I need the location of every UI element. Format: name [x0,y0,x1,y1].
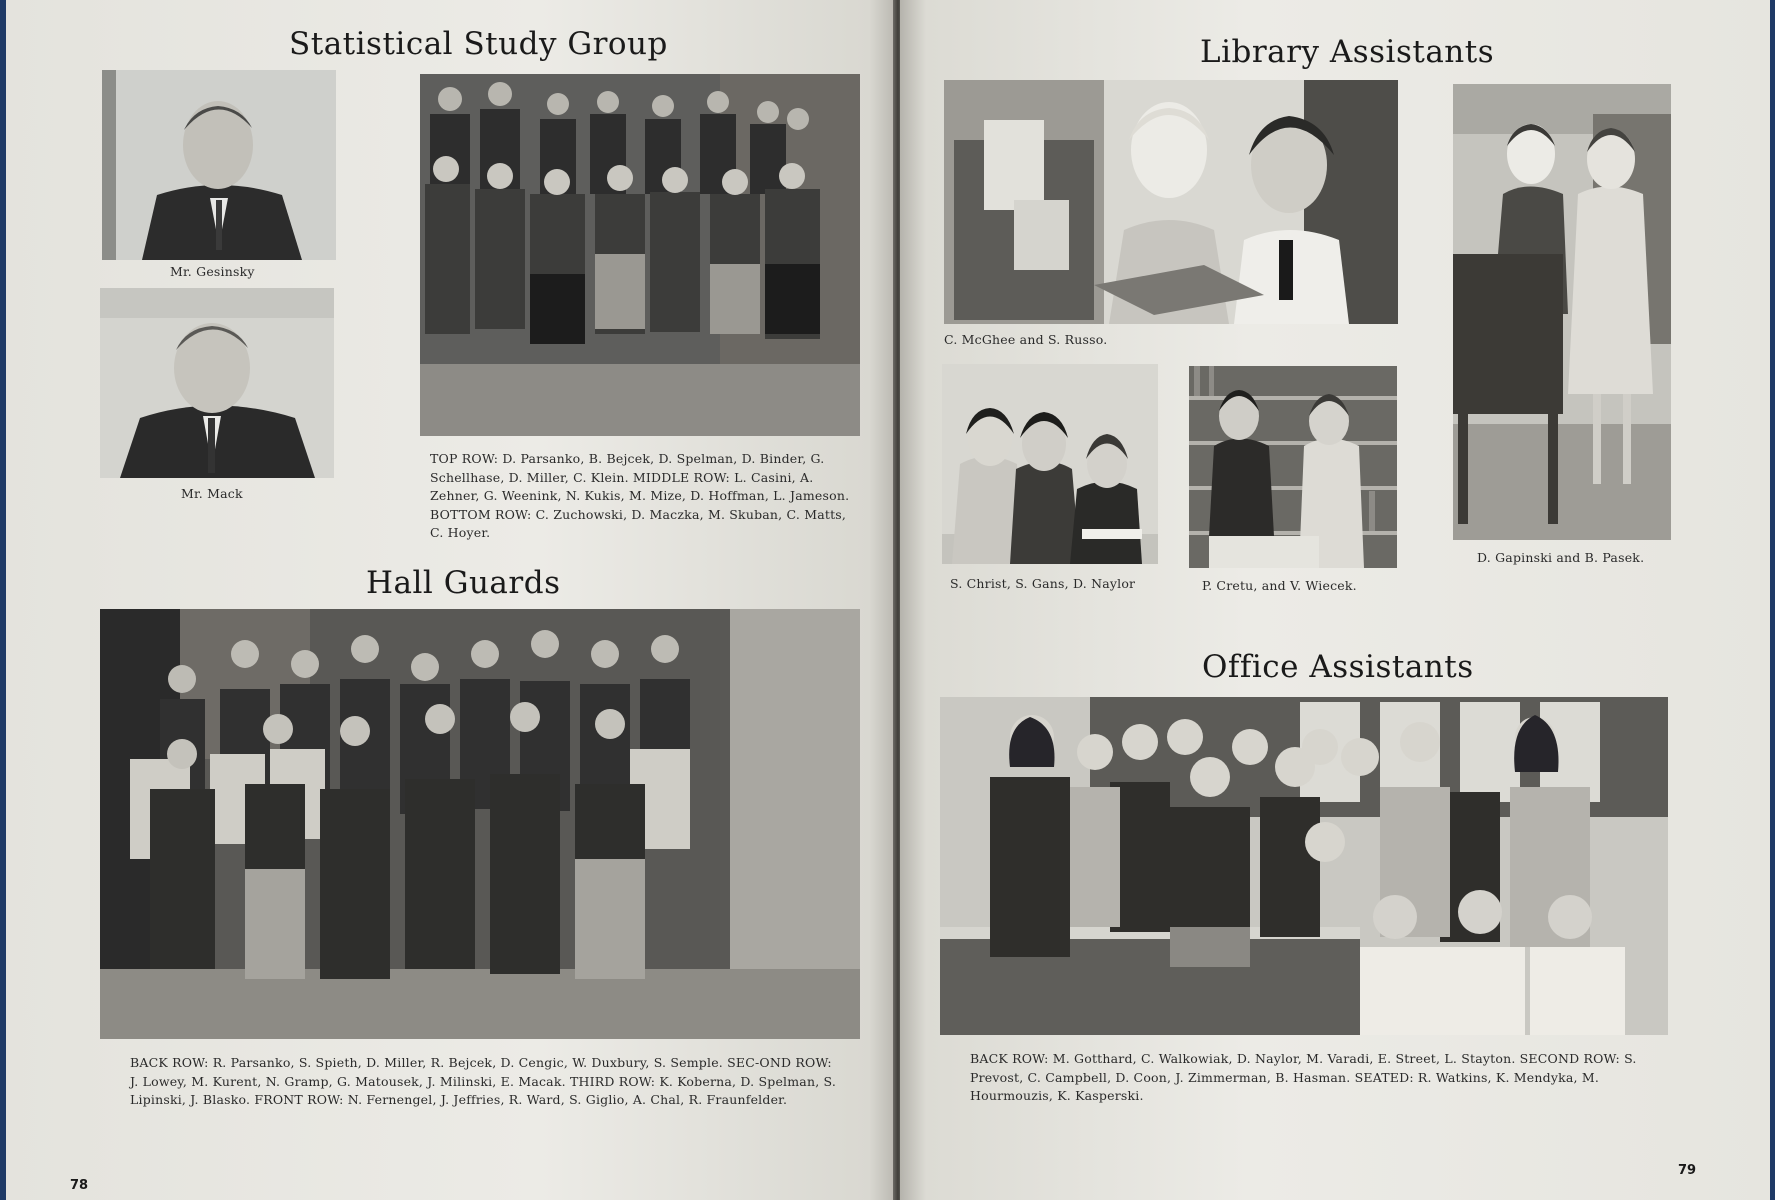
portrait-photo-gesinsky [102,70,336,260]
library-assistants-title: Library Assistants [1200,34,1495,70]
hall-guards-caption: BACK ROW: R. Parsanko, S. Spieth, D. Miller, R. Bejcek, D. Cengic, W. Duxbury, S. Semple. SEC-OND ROW: J. Lowey, M. Kurent, N. Gramp, G. Matousek, J. Milinski, E. Macak. THIRD ROW: K. Koberna, D. Spelman, S. Lipinski, J. Blasko. FRONT ROW: N. Fernengel, J. Jeffries, R. Ward, S. Giglio, A. Chal, R. Fraunfelder. [130,1055,837,1107]
right-page [900,0,1770,1200]
cover-edge-right [1770,0,1775,1200]
page-number-right: 79 [1678,1163,1697,1178]
office-assistants-caption: BACK ROW: M. Gotthard, C. Walkowiak, D. Naylor, M. Varadi, E. Street, L. Stayton. SECOND ROW: S. Prevost, C. Campbell, D. Coon, J. Zimmerman, B. Hasman. SEATED: R. Watkins, K. Mendyka, M. Hourmouzis, K. Kasperski. [970,1051,1637,1103]
portrait-caption-gesinsky: Mr. Gesinsky [170,264,255,279]
library-caption-christ-gans-naylor: S. Christ, S. Gans, D. Naylor [950,576,1136,591]
left-page [6,0,896,1200]
library-photo-gapinski-pasek [1453,84,1671,540]
hall-guards-title: Hall Guards [366,565,561,601]
library-caption-mcghee-russo: C. McGhee and S. Russo. [944,332,1108,347]
statistical-study-group-photo [420,74,860,436]
library-caption-gapinski-pasek: D. Gapinski and B. Pasek. [1477,550,1645,565]
library-photo-cretu-wiecek [1189,366,1397,568]
library-caption-cretu-wiecek: P. Cretu, and V. Wiecek. [1202,578,1357,593]
office-assistants-title: Office Assistants [1202,649,1474,685]
library-photo-christ-gans-naylor [942,364,1158,564]
library-photo-mcghee-russo [944,80,1398,324]
statistical-study-group-title: Statistical Study Group [289,26,668,62]
statistical-study-group-caption: TOP ROW: D. Parsanko, B. Bejcek, D. Spelman, D. Binder, G. Schellhase, D. Miller, C. Klein. MIDDLE ROW: L. Casini, A. Zehner, G. Weenink, N. Kukis, M. Mize, D. Hoffman, L. Jameson. BOTTOM ROW: C. Zuchowski, D. Maczka, M. Skuban, C. Matts, C. Hoyer. [430,451,850,540]
page-number-left: 78 [70,1178,89,1193]
hall-guards-photo [100,609,860,1039]
portrait-photo-mack [100,288,334,478]
office-assistants-photo [940,697,1668,1035]
portrait-caption-mack: Mr. Mack [181,486,243,501]
